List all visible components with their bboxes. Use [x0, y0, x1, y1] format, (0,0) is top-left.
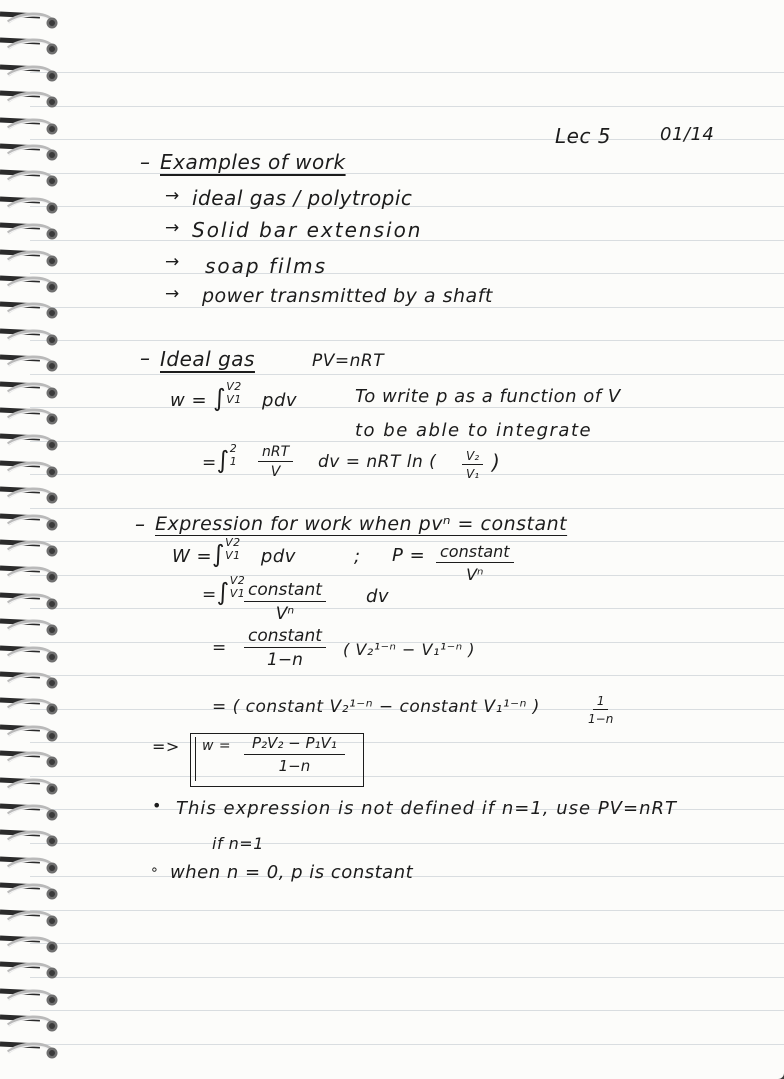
ideal-gas-integral: =∫ 2 1 [202, 442, 238, 474]
ruled-line [30, 72, 784, 73]
spiral-ring [0, 960, 68, 982]
expression-line-4: = ( constant V₂¹⁻ⁿ − constant V₁¹⁻ⁿ ) [212, 697, 540, 717]
bullet-dot: • [152, 796, 162, 815]
ideal-gas-title: Ideal gas [160, 347, 255, 371]
spiral-ring [0, 63, 68, 85]
constant-over-vn-2: constant Vⁿ [244, 580, 326, 624]
ruled-line [30, 943, 784, 944]
implies-arrow: => [152, 737, 180, 756]
ruled-line [30, 977, 784, 978]
ruled-line [30, 541, 784, 542]
ruled-line [30, 106, 784, 107]
spiral-ring [0, 406, 68, 428]
spiral-ring [0, 1013, 68, 1035]
ruled-line [30, 273, 784, 274]
separator: ; [354, 546, 361, 567]
ruled-line [30, 407, 784, 408]
p-equals: P = [392, 545, 426, 566]
spiral-ring [0, 300, 68, 322]
ruled-line [30, 441, 784, 442]
ruled-line [30, 508, 784, 509]
spiral-ring [0, 327, 68, 349]
bullet-dot: ∘ [150, 862, 160, 878]
ruled-line [30, 307, 784, 308]
spiral-ring [0, 221, 68, 243]
spiral-ring [0, 749, 68, 771]
work-formula: $\frac{\text{P₂V₂ − P₁V₁}}{1-n}$ [244, 734, 345, 775]
spiral-ring [0, 670, 68, 692]
arrow-icon: → [165, 252, 180, 272]
ideal-gas-result: dv = nRT ln ( [318, 452, 437, 472]
spiral-ring [0, 10, 68, 32]
spiral-ring [0, 881, 68, 903]
ideal-gas-law: PV=nRT [312, 351, 385, 371]
spiral-ring [0, 723, 68, 745]
nrt-over-v: nRT V [258, 444, 293, 480]
dv-label: dv [366, 586, 390, 607]
spiral-ring [0, 776, 68, 798]
list-item: ideal gas / polytropic [192, 186, 413, 210]
spiral-ring [0, 36, 68, 58]
expression-line-2: =∫ V2 V1 [202, 574, 246, 606]
spiral-ring [0, 142, 68, 164]
spiral-ring [0, 564, 68, 586]
note-bullet-1-cont: if n=1 [212, 834, 264, 853]
spiral-ring [0, 512, 68, 534]
ruled-line [30, 910, 784, 911]
list-item: power transmitted by a shaft [202, 285, 493, 307]
ruled-line [30, 843, 784, 844]
examples-title: Examples of work [160, 150, 346, 174]
spiral-ring [0, 908, 68, 930]
spiral-ring [0, 934, 68, 956]
spiral-binding [0, 0, 70, 1079]
boxed-w: w = [202, 738, 232, 754]
equals: = [212, 638, 227, 658]
note-bullet-2: when n = 0, p is constant [170, 862, 414, 883]
constant-over-vn: constant Vⁿ [436, 542, 514, 584]
expression-line-1: W =∫ V2 V1 pdv [172, 536, 296, 568]
note-bullet-1: This expression is not defined if n=1, use PV=nRT [176, 798, 677, 819]
expression-title: Expression for work when pvⁿ = constant [155, 513, 568, 535]
v2-over-v1: $\frac{\text{V₂}}{\text{V₁}}$ [462, 449, 483, 481]
list-item: Solid bar extension [192, 218, 423, 242]
ruled-line [30, 1044, 784, 1045]
ruled-line [30, 1010, 784, 1011]
spiral-ring [0, 855, 68, 877]
spiral-ring [0, 485, 68, 507]
ideal-gas-note-2: to be able to integrate [355, 420, 593, 441]
spiral-ring [0, 1040, 68, 1062]
ruled-line [30, 776, 784, 777]
spiral-ring [0, 617, 68, 639]
spiral-ring [0, 432, 68, 454]
ruled-line [30, 608, 784, 609]
arrow-icon: → [165, 284, 180, 304]
close-paren: ) [492, 450, 501, 474]
ideal-gas-note-1: To write p as a function of V [355, 386, 621, 407]
dash-marker: – [140, 150, 151, 174]
arrow-icon: → [165, 218, 180, 238]
date-label: 01/14 [660, 124, 715, 145]
one-over-1-n: $\frac{1}{1-n}$ [588, 694, 614, 726]
spiral-ring [0, 696, 68, 718]
constant-over-1-n: constant 1−n [244, 626, 326, 670]
spiral-ring [0, 644, 68, 666]
spiral-ring [0, 248, 68, 270]
arrow-icon: → [165, 186, 180, 206]
ruled-line [30, 340, 784, 341]
spiral-ring [0, 538, 68, 560]
list-item: soap films [205, 254, 328, 278]
spiral-ring [0, 459, 68, 481]
spiral-ring [0, 802, 68, 824]
ruled-line [30, 374, 784, 375]
spiral-ring [0, 89, 68, 111]
ruled-line [30, 742, 784, 743]
ruled-line [30, 474, 784, 475]
spiral-ring [0, 116, 68, 138]
spiral-ring [0, 828, 68, 850]
ruled-line [30, 675, 784, 676]
spiral-ring [0, 591, 68, 613]
spiral-ring [0, 353, 68, 375]
ruled-line [30, 575, 784, 576]
spiral-ring [0, 195, 68, 217]
work-definition: w = ∫ V2 V1 pdv [170, 380, 298, 412]
dash-marker: – [140, 346, 151, 370]
spiral-ring [0, 380, 68, 402]
spiral-ring [0, 274, 68, 296]
v-difference: ( V₂¹⁻ⁿ − V₁¹⁻ⁿ ) [343, 640, 475, 659]
spiral-ring [0, 168, 68, 190]
spiral-ring [0, 987, 68, 1009]
dash-marker: – [135, 512, 146, 536]
lecture-label: Lec 5 [555, 124, 612, 148]
